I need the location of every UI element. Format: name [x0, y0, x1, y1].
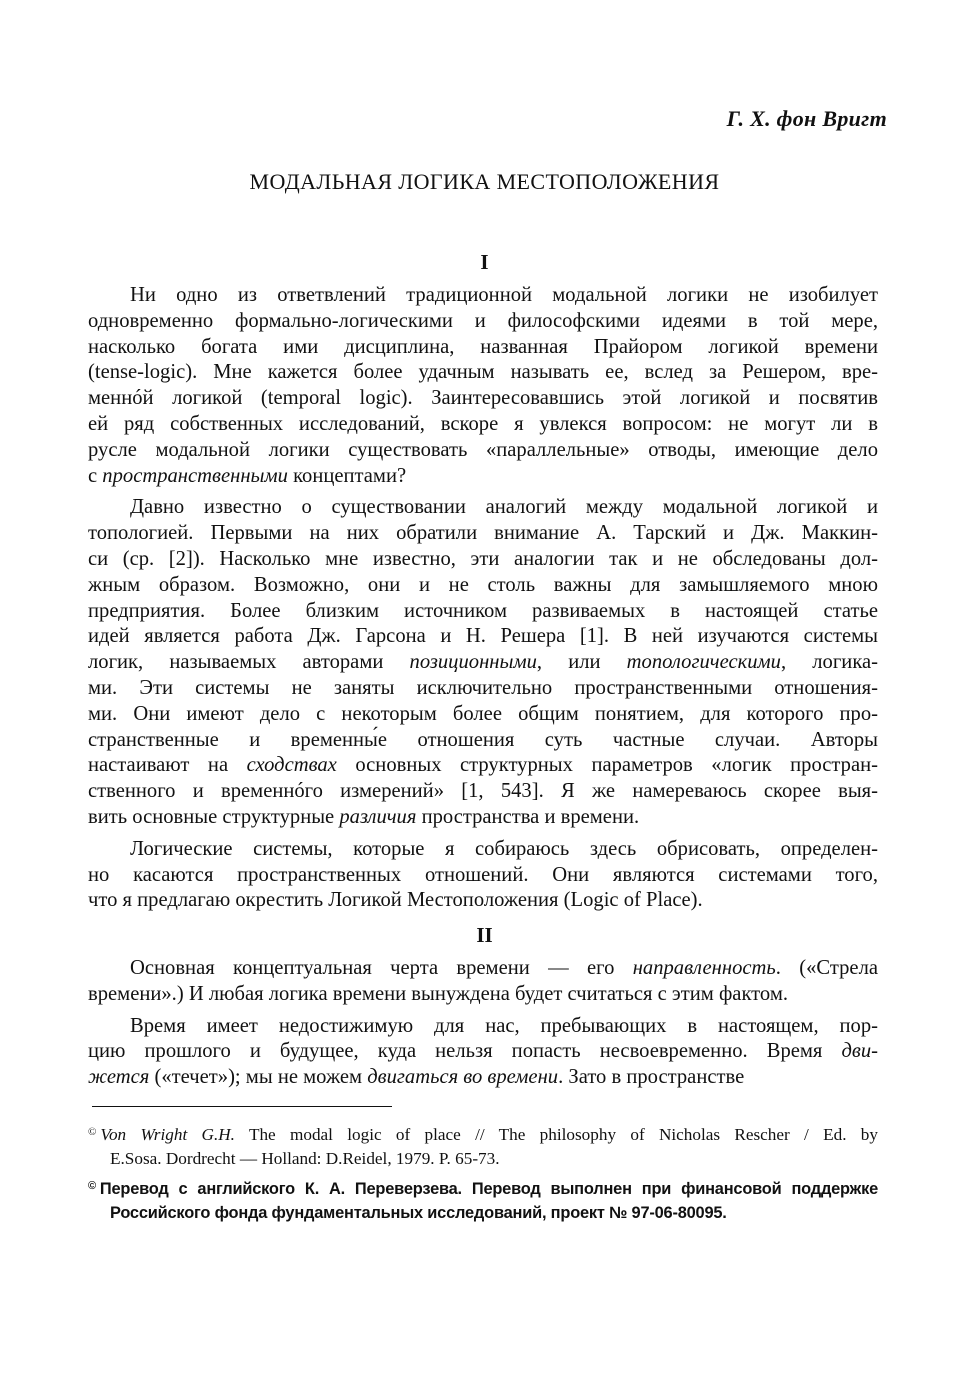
italic-text: пространственными	[102, 464, 288, 487]
text-line	[88, 309, 878, 335]
section2-paragraph	[88, 1014, 878, 1091]
text-line	[88, 702, 878, 728]
text-span: топологией. Первыми на них обратили внимание А. Тарский и Дж. Маккин-	[88, 522, 878, 545]
text-line	[88, 386, 878, 412]
footnote-2-line-2: Российского фонда фундаментальных исследований, проект № 97-06-80095.	[110, 1204, 727, 1222]
text-span: пространства и времени.	[416, 805, 640, 828]
text-line	[88, 547, 878, 573]
text-span: странственные и временны́е отношения суть частные случаи. Авторы	[88, 728, 878, 751]
text-span: цию прошлого и будущее, куда нельзя попасть несвоевременно. Время	[88, 1040, 842, 1063]
copyright-mark: ©	[88, 1180, 96, 1192]
section1-paragraph	[88, 837, 878, 914]
text-line	[88, 335, 878, 361]
text-line	[88, 360, 878, 386]
text-span: , или	[536, 651, 627, 674]
footnote-2-line-1	[88, 1174, 878, 1201]
text-span: ми. Эти системы не заняты исключительно пространственными отношения-	[88, 676, 878, 699]
italic-text: направленность	[632, 957, 776, 979]
text-line	[88, 1039, 878, 1065]
italic-text: двигаться во времени	[367, 1066, 559, 1089]
italic-text: различия	[339, 805, 417, 828]
italic-text: дви-	[841, 1040, 878, 1063]
section-1-body	[88, 283, 878, 914]
text-span: настаивают на	[88, 754, 247, 777]
text-span: («течет»); мы не можем	[149, 1066, 368, 1089]
text-line	[88, 676, 878, 702]
footnote-1	[88, 1120, 878, 1171]
text-span: , логика-	[780, 651, 879, 674]
section2-paragraph	[88, 956, 878, 1008]
footnote-1-line-1	[88, 1120, 878, 1147]
text-span: ей ряд собственных исследований, вскоре я увлекся вопросом: не могут ли в	[88, 412, 878, 435]
text-span: идей является работа Дж. Гарсона и Н. Решера [1]. В ней изучаются системы	[88, 625, 878, 648]
text-span: Логические системы, которые я собираюсь здесь обрисовать, определен-	[130, 837, 878, 860]
text-span: времени».) И любая логика времени вынуждена будет считаться с этим фактом.	[88, 982, 788, 1005]
italic-text: жется	[88, 1066, 150, 1089]
text-line	[88, 438, 878, 464]
text-line	[88, 982, 878, 1008]
text-line	[88, 521, 878, 547]
text-line	[88, 779, 878, 805]
text-line	[88, 753, 878, 779]
text-span: . Зато в пространстве	[558, 1066, 745, 1089]
text-span: . («Стрела	[775, 957, 878, 979]
text-line	[88, 888, 878, 914]
text-span: меннóй логикой (temporal logic). Заинтересовавшись этой логикой и посвятив	[88, 387, 878, 410]
text-span: ственного и временнóго измерений» [1, 543]. Я же намереваюсь скорее выя-	[88, 780, 878, 803]
text-span: (tense-logic). Мне кажется более удачным называть ее, вслед за Решером, вре-	[88, 361, 878, 384]
text-line	[88, 728, 878, 754]
section-2-body	[88, 956, 878, 1091]
text-line	[88, 573, 878, 599]
text-span: Время имеет недостижимую для нас, пребывающих в настоящем, пор-	[130, 1014, 878, 1037]
text-line	[88, 412, 878, 438]
footnote-2	[88, 1174, 878, 1225]
section-numeral-2: II	[476, 923, 493, 947]
text-span: одновременно формально-логическими и философскими идеями в той мере,	[88, 309, 878, 332]
footnote-1-citation: The modal logic of place // The philosophy of Nicholas Rescher / Ed. by	[234, 1125, 878, 1144]
text-span: Давно известно о существовании аналогий между модальной логикой и	[130, 496, 878, 519]
text-line	[88, 464, 878, 490]
text-line	[88, 956, 878, 982]
text-line	[88, 650, 878, 676]
text-span: предприятия. Более близким источником развиваемых в настоящей статье	[88, 599, 878, 622]
section1-paragraph	[88, 495, 878, 830]
text-span: Основная концептуальная черта времени — его	[130, 957, 633, 979]
text-line	[88, 805, 878, 831]
italic-text: позиционными	[409, 651, 537, 674]
text-span: вить основные структурные	[88, 805, 340, 828]
text-line	[88, 863, 878, 889]
text-line	[88, 624, 878, 650]
text-span: си (ср. [2]). Насколько мне известно, эти аналогии так и не обследованы дол-	[88, 547, 878, 570]
copyright-mark: ©	[88, 1126, 97, 1138]
italic-text: топологическими	[626, 651, 781, 674]
text-line	[88, 283, 878, 309]
text-span: что я предлагаю окрестить Логикой Местоположения (Logic of Place).	[88, 889, 703, 912]
text-span: русле модальной логики существовать «параллельные» отводы, имеющие дело	[88, 438, 878, 461]
text-line	[88, 1014, 878, 1040]
text-span: логик, называемых авторами	[88, 651, 410, 674]
author-name: Г. Х. фон Вригт	[726, 106, 887, 131]
text-span: с	[88, 464, 103, 487]
footnote-separator	[92, 1106, 392, 1107]
footnote-1-author: Von Wright G.H.	[100, 1125, 235, 1144]
text-span: насколько богата ими дисциплина, названная Прайором логикой времени	[88, 335, 878, 358]
text-span: жным образом. Возможно, они и не столь важны для замышляемого мною	[88, 573, 878, 596]
text-span: концептами?	[287, 464, 407, 487]
text-span: но касаются пространственных отношений. Они являются системами того,	[88, 863, 878, 886]
footnote-2-text: Перевод с английского К. А. Переверзева. Перевод выполнен при финансовой поддержке	[99, 1180, 878, 1198]
italic-text: сходствах	[246, 754, 337, 777]
text-line	[88, 599, 878, 625]
footnote-1-line-2: E.Sosa. Dordrecht — Holland: D.Reidel, 1979. P. 65-73.	[110, 1149, 500, 1168]
text-span: Ни одно из ответвлений традиционной модальной логики не изобилует	[130, 284, 878, 306]
text-line	[88, 1065, 878, 1091]
section1-paragraph	[88, 283, 878, 489]
text-span: основных структурных параметров «логик простран-	[336, 754, 878, 777]
text-line	[88, 837, 878, 863]
article-title: МОДАЛЬНАЯ ЛОГИКА МЕСТОПОЛОЖЕНИЯ	[249, 169, 720, 194]
text-span: ми. Они имеют дело с некоторым более общим понятием, для которого про-	[88, 702, 878, 725]
section-numeral-1: I	[480, 250, 489, 274]
text-line	[88, 495, 878, 521]
